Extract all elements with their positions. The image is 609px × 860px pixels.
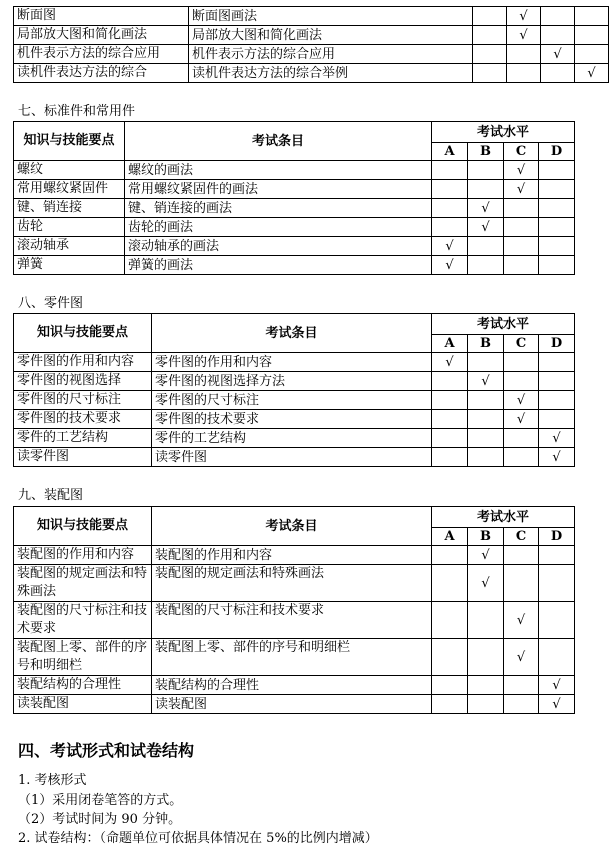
table-row: [14, 180, 575, 199]
level-b-cell: [468, 237, 504, 256]
level-c-cell: √: [504, 391, 539, 410]
level-b-cell: √: [468, 218, 504, 237]
exam-item-cell: 零件图的视图选择方法: [152, 372, 432, 391]
header-knowledge: 知识与技能要点: [14, 507, 152, 546]
knowledge-cell: 齿轮: [14, 218, 125, 237]
table-row: [14, 602, 575, 639]
table-row: [14, 546, 575, 565]
exam-item-cell: 读装配图: [152, 695, 432, 714]
table-row: [14, 353, 575, 372]
exam-item-cell: 局部放大图和简化画法: [189, 26, 473, 45]
table-row: [14, 26, 609, 45]
level-c-cell: √: [504, 161, 539, 180]
level-a-cell: √: [432, 237, 468, 256]
section-9-title: 九、装配图: [18, 488, 84, 503]
level-a-cell: [473, 7, 507, 26]
level-d-cell: [575, 45, 609, 64]
level-d-cell: √: [539, 676, 575, 695]
level-c-cell: [541, 64, 575, 83]
level-d-cell: [539, 199, 575, 218]
level-a-cell: [432, 676, 468, 695]
header-knowledge: 知识与技能要点: [14, 314, 152, 353]
level-b-cell: [507, 64, 541, 83]
col-b: B: [468, 143, 504, 161]
level-d-cell: [539, 391, 575, 410]
exam-item-cell: 机件表示方法的综合应用: [189, 45, 473, 64]
section-7-table: [13, 121, 575, 275]
level-d-cell: [539, 410, 575, 429]
knowledge-cell: 断面图: [14, 7, 189, 26]
level-a-cell: [432, 602, 468, 639]
section-8-body: [14, 353, 575, 467]
table-row: [14, 448, 575, 467]
header-item: 考试条目: [125, 122, 432, 161]
level-c-cell: [504, 546, 539, 565]
level-d-cell: [539, 353, 575, 372]
level-a-cell: [432, 218, 468, 237]
part-4-line: 2. 试卷结构：（命题单位可依据具体情况在 5%的比例内增减）: [18, 831, 378, 846]
level-a-cell: [432, 448, 468, 467]
table-row: [14, 161, 575, 180]
level-a-cell: [432, 695, 468, 714]
level-b-cell: √: [468, 546, 504, 565]
level-a-cell: [432, 199, 468, 218]
knowledge-cell: 滚动轴承: [14, 237, 125, 256]
level-d-cell: [575, 26, 609, 45]
level-c-cell: [504, 429, 539, 448]
table-row: [14, 7, 609, 26]
knowledge-cell: 零件的工艺结构: [14, 429, 152, 448]
knowledge-cell: 读机件表达方法的综合: [14, 64, 189, 83]
table-row: [14, 199, 575, 218]
knowledge-cell: 局部放大图和简化画法: [14, 26, 189, 45]
exam-item-cell: 螺纹的画法: [125, 161, 432, 180]
section-7-body: [14, 161, 575, 275]
knowledge-cell: 螺纹: [14, 161, 125, 180]
header-item: 考试条目: [152, 314, 432, 353]
knowledge-cell: 弹簧: [14, 256, 125, 275]
knowledge-cell: 装配图上零、部件的序号和明细栏: [14, 639, 152, 676]
level-a-cell: [473, 64, 507, 83]
col-a: A: [432, 143, 468, 161]
col-a: A: [432, 335, 468, 353]
level-d-cell: [539, 237, 575, 256]
level-a-cell: [432, 180, 468, 199]
exam-item-cell: 读机件表达方法的综合举例: [189, 64, 473, 83]
knowledge-cell: 零件图的技术要求: [14, 410, 152, 429]
table-row: [14, 391, 575, 410]
level-a-cell: [432, 546, 468, 565]
knowledge-cell: 读零件图: [14, 448, 152, 467]
table-row: [14, 64, 609, 83]
level-c-cell: [504, 237, 539, 256]
level-c-cell: [504, 676, 539, 695]
level-c-cell: [504, 218, 539, 237]
knowledge-cell: 装配图的规定画法和特殊画法: [14, 565, 152, 602]
header-knowledge: 知识与技能要点: [14, 122, 125, 161]
col-c: C: [504, 528, 539, 546]
level-a-cell: [432, 391, 468, 410]
knowledge-cell: 键、销连接: [14, 199, 125, 218]
knowledge-cell: 装配结构的合理性: [14, 676, 152, 695]
level-b-cell: √: [507, 7, 541, 26]
table-row: [14, 372, 575, 391]
section-9-body: [14, 546, 575, 714]
level-d-cell: [539, 565, 575, 602]
col-c: C: [504, 143, 539, 161]
level-d-cell: [539, 180, 575, 199]
header-item: 考试条目: [152, 507, 432, 546]
part-4-line: （1）采用闭卷笔答的方式。: [18, 793, 183, 808]
level-c-cell: [541, 26, 575, 45]
level-c-cell: [504, 448, 539, 467]
exam-item-cell: 装配图上零、部件的序号和明细栏: [152, 639, 432, 676]
level-b-cell: [468, 429, 504, 448]
knowledge-cell: 零件图的视图选择: [14, 372, 152, 391]
section-9-table: [13, 506, 575, 714]
exam-item-cell: 零件图的作用和内容: [152, 353, 432, 372]
level-a-cell: [432, 161, 468, 180]
level-a-cell: [473, 26, 507, 45]
level-a-cell: [432, 429, 468, 448]
level-d-cell: [575, 7, 609, 26]
level-b-cell: √: [468, 199, 504, 218]
exam-item-cell: 零件图的尺寸标注: [152, 391, 432, 410]
level-a-cell: [473, 45, 507, 64]
level-a-cell: [432, 372, 468, 391]
knowledge-cell: 装配图的尺寸标注和技术要求: [14, 602, 152, 639]
level-c-cell: [541, 7, 575, 26]
section-7-header: [14, 122, 575, 161]
table-row: [14, 695, 575, 714]
exam-item-cell: 齿轮的画法: [125, 218, 432, 237]
level-d-cell: √: [575, 64, 609, 83]
level-a-cell: [432, 410, 468, 429]
col-b: B: [468, 335, 504, 353]
level-d-cell: [539, 218, 575, 237]
exam-item-cell: 零件图的技术要求: [152, 410, 432, 429]
level-b-cell: [468, 410, 504, 429]
level-b-cell: √: [468, 565, 504, 602]
exam-item-cell: 滚动轴承的画法: [125, 237, 432, 256]
level-b-cell: [468, 256, 504, 275]
level-d-cell: [539, 639, 575, 676]
knowledge-cell: 零件图的作用和内容: [14, 353, 152, 372]
table-row: [14, 676, 575, 695]
part-4-line: 1. 考核形式: [18, 773, 87, 788]
top-table: [13, 6, 609, 83]
level-b-cell: [468, 353, 504, 372]
level-b-cell: [468, 602, 504, 639]
level-b-cell: √: [468, 372, 504, 391]
level-b-cell: [468, 391, 504, 410]
exam-item-cell: 装配图的作用和内容: [152, 546, 432, 565]
level-c-cell: √: [541, 45, 575, 64]
exam-item-cell: 键、销连接的画法: [125, 199, 432, 218]
level-d-cell: [539, 602, 575, 639]
col-b: B: [468, 528, 504, 546]
exam-item-cell: 弹簧的画法: [125, 256, 432, 275]
table-row: [14, 218, 575, 237]
level-a-cell: [432, 639, 468, 676]
knowledge-cell: 读装配图: [14, 695, 152, 714]
col-a: A: [432, 528, 468, 546]
header-level: 考试水平: [432, 314, 575, 335]
table-row: [14, 429, 575, 448]
level-b-cell: [468, 448, 504, 467]
exam-item-cell: 装配结构的合理性: [152, 676, 432, 695]
level-c-cell: [504, 695, 539, 714]
level-c-cell: [504, 353, 539, 372]
level-a-cell: √: [432, 353, 468, 372]
section-8-title: 八、零件图: [18, 296, 84, 311]
col-d: D: [539, 335, 575, 353]
level-b-cell: [468, 639, 504, 676]
col-c: C: [504, 335, 539, 353]
table-row: [14, 45, 609, 64]
level-d-cell: [539, 161, 575, 180]
col-d: D: [539, 143, 575, 161]
level-d-cell: √: [539, 695, 575, 714]
level-d-cell: [539, 546, 575, 565]
header-level: 考试水平: [432, 507, 575, 528]
level-d-cell: √: [539, 429, 575, 448]
level-c-cell: [504, 256, 539, 275]
table-row: [14, 639, 575, 676]
knowledge-cell: 机件表示方法的综合应用: [14, 45, 189, 64]
level-b-cell: [507, 45, 541, 64]
exam-item-cell: 装配图的尺寸标注和技术要求: [152, 602, 432, 639]
level-d-cell: √: [539, 448, 575, 467]
level-a-cell: √: [432, 256, 468, 275]
level-c-cell: [504, 372, 539, 391]
part-4-line: （2）考试时间为 90 分钟。: [18, 812, 182, 827]
level-c-cell: √: [504, 180, 539, 199]
table-row: [14, 256, 575, 275]
exam-item-cell: 常用螺纹紧固件的画法: [125, 180, 432, 199]
col-d: D: [539, 528, 575, 546]
level-c-cell: √: [504, 602, 539, 639]
top-table-body: [14, 7, 609, 83]
level-a-cell: [432, 565, 468, 602]
level-c-cell: [504, 565, 539, 602]
level-b-cell: √: [507, 26, 541, 45]
level-b-cell: [468, 180, 504, 199]
knowledge-cell: 装配图的作用和内容: [14, 546, 152, 565]
knowledge-cell: 常用螺纹紧固件: [14, 180, 125, 199]
exam-item-cell: 装配图的规定画法和特殊画法: [152, 565, 432, 602]
level-b-cell: [468, 161, 504, 180]
part-4-title: 四、考试形式和试卷结构: [18, 741, 195, 760]
table-row: [14, 237, 575, 256]
level-c-cell: √: [504, 410, 539, 429]
level-b-cell: [468, 676, 504, 695]
section-7-title: 七、标准件和常用件: [18, 104, 136, 119]
level-c-cell: [504, 199, 539, 218]
exam-item-cell: 零件的工艺结构: [152, 429, 432, 448]
table-row: [14, 565, 575, 602]
section-9-header: [14, 507, 575, 546]
section-8-table: [13, 313, 575, 467]
header-level: 考试水平: [432, 122, 575, 143]
knowledge-cell: 零件图的尺寸标注: [14, 391, 152, 410]
table-row: [14, 410, 575, 429]
level-d-cell: [539, 372, 575, 391]
level-b-cell: [468, 695, 504, 714]
exam-item-cell: 读零件图: [152, 448, 432, 467]
level-d-cell: [539, 256, 575, 275]
section-8-header: [14, 314, 575, 353]
level-c-cell: √: [504, 639, 539, 676]
exam-item-cell: 断面图画法: [189, 7, 473, 26]
